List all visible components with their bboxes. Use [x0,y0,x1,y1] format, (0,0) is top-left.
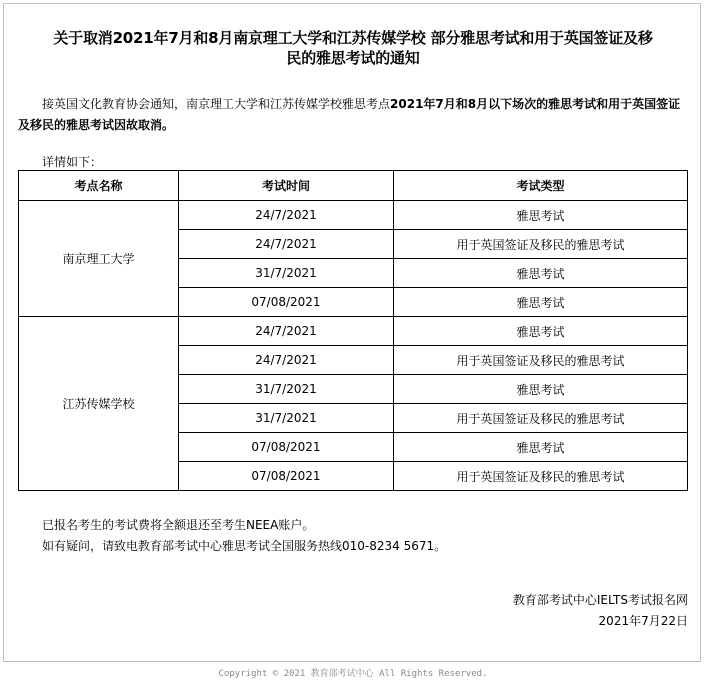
exam-date: 24/7/2021 [179,346,394,375]
exam-date: 31/7/2021 [179,259,394,288]
signature-date: 2021年7月22日 [598,614,688,628]
details-label: 详情如下： [42,155,103,169]
header-type: 考试类型 [394,171,688,201]
venue-name: 江苏传媒学校 [19,317,179,491]
header-venue: 考点名称 [19,171,179,201]
exam-date: 24/7/2021 [179,317,394,346]
exam-type: 雅思考试 [394,288,688,317]
header-date: 考试时间 [179,171,394,201]
notes-block [42,515,446,557]
exam-date: 07/08/2021 [179,288,394,317]
venue-name: 南京理工大学 [19,201,179,317]
exam-date: 24/7/2021 [179,230,394,259]
intro-bold-text: 2021年7月和8月以下场次的雅思考试和用于英国签证及移民的雅思考试因故取消。 [18,97,681,132]
exam-type: 雅思考试 [394,433,688,462]
contact-note: 如有疑问，请致电教育部考试中心雅思考试全国服务热线010-8234 5671。 [42,539,447,553]
exam-date: 24/7/2021 [179,201,394,230]
title-line-2: 民的雅思考试的通知 [286,49,420,67]
table-row [19,317,688,346]
exam-type: 雅思考试 [394,259,688,288]
exam-type: 用于英国签证及移民的雅思考试 [394,404,688,433]
schedule-table [18,170,688,491]
exam-date: 31/7/2021 [179,375,394,404]
table-header-row [19,171,688,201]
exam-type: 用于英国签证及移民的雅思考试 [394,346,688,375]
signature-block [513,590,688,632]
signature-org: 教育部考试中心IELTS考试报名网 [512,593,688,607]
exam-type: 雅思考试 [394,375,688,404]
exam-type: 雅思考试 [394,201,688,230]
intro-paragraph [18,94,690,136]
copyright-footer: Copyright © 2021 教育部考试中心 All Rights Reserved. [218,669,488,679]
exam-type: 用于英国签证及移民的雅思考试 [394,462,688,491]
notice-title [8,28,698,68]
title-line-1: 关于取消2021年7月和8月南京理工大学和江苏传媒学校 部分雅思考试和用于英国签证及移 [53,29,653,47]
refund-note: 已报名考生的考试费将全额退还至考生NEEA账户。 [42,518,315,532]
table-row [19,201,688,230]
exam-date: 07/08/2021 [179,462,394,491]
exam-date: 07/08/2021 [179,433,394,462]
exam-type: 雅思考试 [394,317,688,346]
intro-plain-text: 接英国文化教育协会通知，南京理工大学和江苏传媒学校雅思考点 [42,97,391,111]
exam-date: 31/7/2021 [179,404,394,433]
exam-type: 用于英国签证及移民的雅思考试 [394,230,688,259]
